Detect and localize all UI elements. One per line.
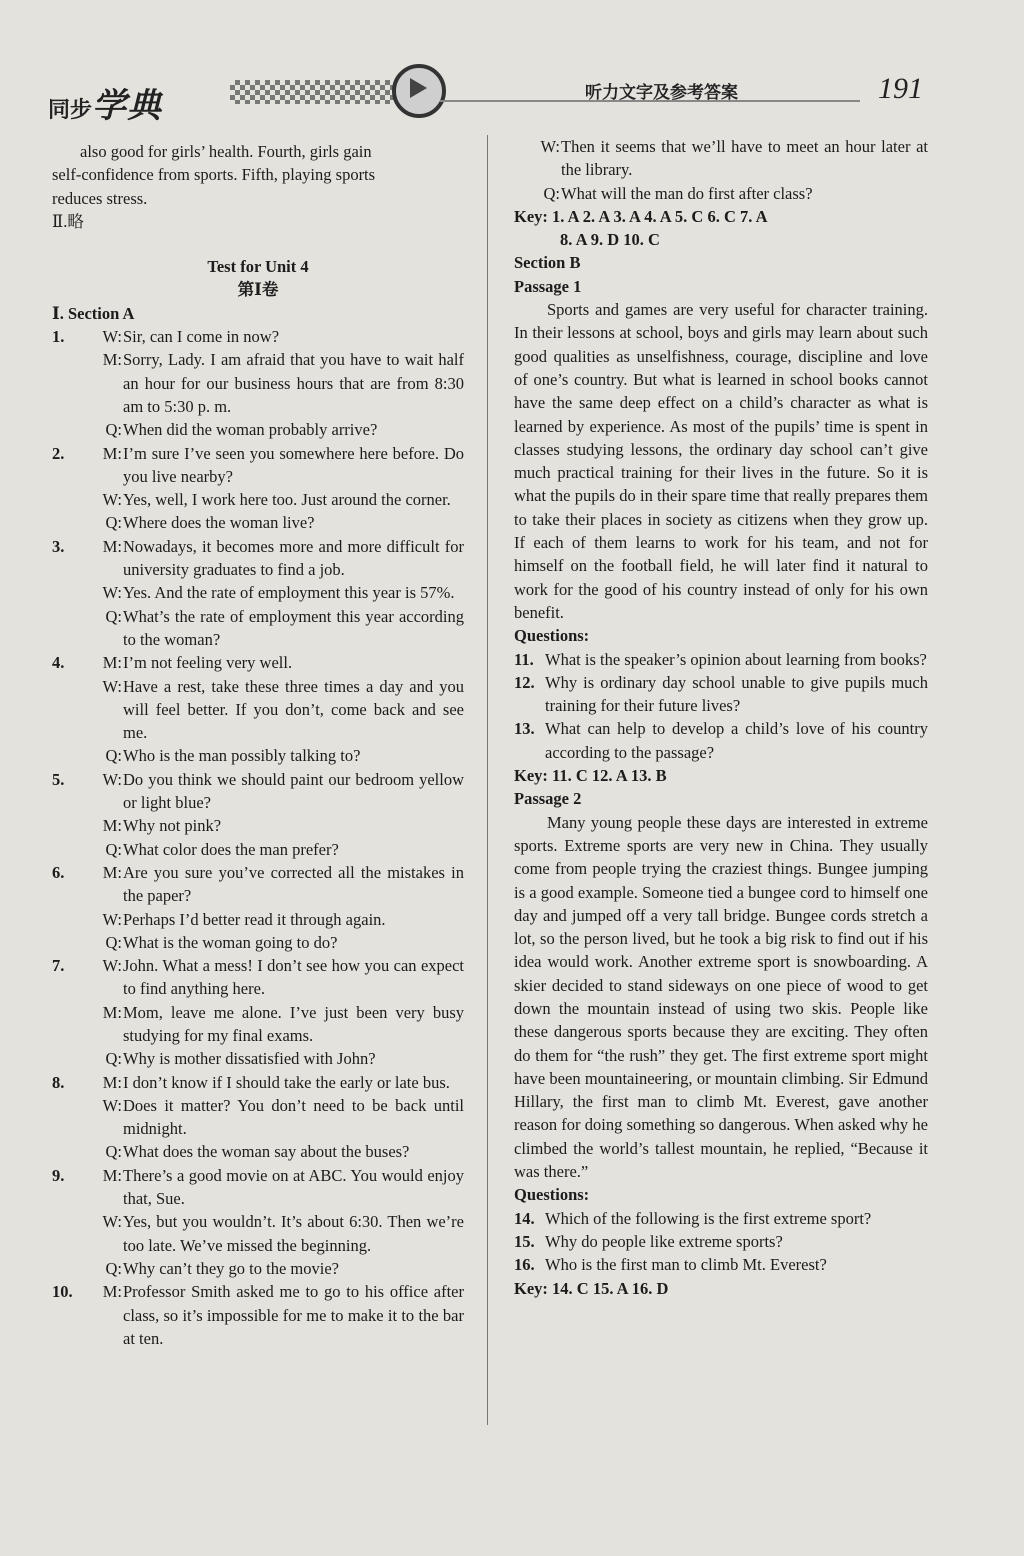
speaker-label: Q: <box>105 839 122 859</box>
turn-text: Where does the woman live? <box>123 513 315 533</box>
item-turns <box>76 1280 464 1350</box>
turn-text: Does it matter? You don’t need to be back until midnight. <box>123 1095 464 1139</box>
dialogue-item <box>52 651 464 767</box>
question-text: Why do people like extreme sports? <box>545 1231 783 1251</box>
passage-1-title: Passage 1 <box>514 276 582 296</box>
questions-list-2 <box>514 1207 928 1277</box>
item-turns <box>76 442 464 535</box>
speaker-label: M: <box>102 350 122 370</box>
question-text: Who is the first man to climb Mt. Everest? <box>545 1255 827 1275</box>
item-number: 2. <box>52 443 65 463</box>
dialogue-turn <box>76 605 464 652</box>
turn-text: Sorry, Lady. I am afraid that you have to wait half an hour for our business hours that are from 8:30 am to 5:30 p. m. <box>123 350 464 416</box>
turn-text: What’s the rate of employment this year according to the woman? <box>123 606 464 649</box>
dialogue-turn <box>514 182 928 205</box>
intro-line: self-confidence from sports. Fifth, playing sports <box>52 165 376 185</box>
speaker-label: W: <box>102 769 122 789</box>
item-turns <box>76 535 464 651</box>
question-item <box>514 717 928 764</box>
dialogue-turn <box>76 325 464 348</box>
dialogue-item <box>52 861 464 954</box>
speaker-label: W: <box>102 1095 122 1115</box>
question-number: 14. <box>514 1208 535 1228</box>
dialogue-turn <box>76 675 464 745</box>
question-number: 13. <box>514 719 535 739</box>
dialogue-turn <box>76 418 464 441</box>
turn-text: Yes. And the rate of employment this year is 57%. <box>123 583 455 603</box>
turn-text: What does the woman say about the buses? <box>123 1142 410 1162</box>
speaker-label: W: <box>102 1212 122 1232</box>
turn-text: Sir, can I come in now? <box>123 327 280 347</box>
dialogue-turn <box>76 1001 464 1048</box>
turn-text: I’m not feeling very well. <box>123 653 293 673</box>
key-answers-1: 1. A 2. A 3. A 4. A 5. C 6. C 7. A <box>552 206 768 226</box>
speaker-label: W: <box>102 676 122 696</box>
column-divider <box>487 135 488 1425</box>
dialogue-turn <box>76 768 464 815</box>
questions-label-2: Questions: <box>514 1185 590 1205</box>
speaker-label: M: <box>102 1282 122 1302</box>
dialogue-continuation <box>514 135 928 205</box>
item-number: 9. <box>52 1165 65 1185</box>
question-number: 15. <box>514 1231 535 1251</box>
dialogue-turn <box>76 348 464 418</box>
key-label: Key: <box>514 1278 548 1298</box>
dialogue-turn <box>76 1257 464 1280</box>
item-number: 4. <box>52 653 65 673</box>
speaker-label: M: <box>102 1002 122 1022</box>
brand-big: 学典 <box>92 86 163 126</box>
checker-decoration <box>230 80 400 104</box>
dialogue-item <box>52 1164 464 1280</box>
speaker-label: Q: <box>105 1049 122 1069</box>
play-icon <box>392 64 446 118</box>
item-number: 6. <box>52 862 65 882</box>
item-turns <box>76 651 464 767</box>
speaker-label: M: <box>102 862 122 882</box>
turn-text: When did the woman probably arrive? <box>123 420 378 440</box>
passage-1-text: Sports and games are very useful for character training. In their lessons at school, boys and girls may learn about such good qualities as unselfishness, courage, discipline and love of one’s country. But what is learned in school books cannot have the same deep effect on a child’s character as what is learned by experience. As most of the pupils’ time is spent in classes studying lessons, the ordinary day school can’t give much practical training for their lives in the future. So it is what the pupils do in their spare time that really prepares them to take their places in society as citizens when they grow up. If each of them learns to work for his team, and not for himself on the football field, he will later find it natural to work for the good of his country instead of only for his own benefit. <box>514 300 928 622</box>
speaker-label: Q: <box>105 932 122 952</box>
key-line-1 <box>514 205 928 228</box>
item-turns <box>76 325 464 441</box>
key-answers-4: 14. C 15. A 16. D <box>552 1278 669 1298</box>
dialogue-turn <box>76 442 464 489</box>
dialogue-turn <box>76 908 464 931</box>
speaker-label: M: <box>102 1072 122 1092</box>
speaker-label: Q: <box>105 1142 122 1162</box>
turn-text: I don’t know if I should take the early or late bus. <box>123 1072 450 1092</box>
dialogue-turn <box>76 1047 464 1070</box>
dialogue-turn <box>76 1071 464 1094</box>
turn-text: There’s a good movie on at ABC. You would enjoy that, Sue. <box>123 1165 464 1209</box>
intro-paragraph <box>52 140 464 210</box>
questions-label-1: Questions: <box>514 626 590 646</box>
test-title: Test for Unit 4 <box>207 257 309 277</box>
dialogue-turn <box>76 744 464 767</box>
turn-text: Mom, leave me alone. I’ve just been very busy studying for my final exams. <box>123 1002 464 1045</box>
turn-text: Who is the man possibly talking to? <box>123 746 361 766</box>
speaker-label: W: <box>102 327 122 347</box>
key-label: Key: <box>514 206 548 226</box>
question-item <box>514 671 928 718</box>
turn-text: Why is mother dissatisfied with John? <box>123 1049 376 1069</box>
speaker-label: W: <box>102 490 122 510</box>
item-turns <box>76 954 464 1070</box>
section-b-heading: Section B <box>514 253 581 273</box>
item-number: 10. <box>52 1282 73 1302</box>
speaker-label: W: <box>102 909 122 929</box>
dialogue-turn <box>76 488 464 511</box>
question-number: 11. <box>514 649 534 669</box>
turn-text: Perhaps I’d better read it through again. <box>123 909 386 929</box>
speaker-label: Q: <box>105 746 122 766</box>
dialogue-turn <box>76 1280 464 1350</box>
dialogue-item <box>52 442 464 535</box>
turn-text: Nowadays, it becomes more and more difficult for university graduates to find a job. <box>123 536 464 580</box>
passage-2-title: Passage 2 <box>514 789 582 809</box>
dialogue-item <box>52 325 464 441</box>
item-turns <box>76 861 464 954</box>
item-number: 3. <box>52 536 65 556</box>
question-text: Why is ordinary day school unable to give pupils much training for their future lives? <box>545 672 928 716</box>
dialogue-turn <box>76 511 464 534</box>
header-title: 听力文字及参考答案 <box>585 83 738 103</box>
speaker-label: Q: <box>105 1258 122 1278</box>
turn-text: What color does the man prefer? <box>123 839 339 859</box>
question-item <box>514 1207 928 1230</box>
dialogue-turn <box>76 1164 464 1211</box>
key-label: Key: <box>514 766 548 786</box>
turn-text: Why can’t they go to the movie? <box>123 1258 339 1278</box>
dialogue-item <box>52 535 464 651</box>
speaker-label: M: <box>102 816 122 836</box>
page-header <box>40 62 930 126</box>
turn-text: What is the woman going to do? <box>123 932 338 952</box>
left-column <box>52 140 464 1350</box>
speaker-label: Q: <box>105 606 122 626</box>
brand-small: 同步 <box>48 98 93 123</box>
speaker-label: W: <box>102 583 122 603</box>
dialogue-turn <box>514 135 928 182</box>
speaker-label: M: <box>102 443 122 463</box>
dialogue-item <box>52 954 464 1070</box>
question-item <box>514 648 928 671</box>
dialogue-turn <box>76 1210 464 1257</box>
turn-text: Professor Smith asked me to go to his office after class, so it’s impossible for me to make it to the bar at ten. <box>123 1282 464 1348</box>
question-item <box>514 1253 928 1276</box>
speaker-label: Q: <box>543 183 560 203</box>
right-column <box>514 135 928 1300</box>
key-answers-3: 11. C 12. A 13. B <box>552 766 667 786</box>
dialogue-turn <box>76 651 464 674</box>
speaker-label: M: <box>102 1165 122 1185</box>
dialogue-turn <box>76 535 464 582</box>
questions-list-1 <box>514 648 928 764</box>
turn-text: Do you think we should paint our bedroom yellow or light blue? <box>123 769 464 813</box>
section-a-heading: Ⅰ. Section A <box>52 303 135 323</box>
key-line-3 <box>514 1277 928 1300</box>
key-line-2 <box>514 764 928 787</box>
dialogue-item <box>52 1071 464 1164</box>
item-number: 5. <box>52 769 65 789</box>
question-item <box>514 1230 928 1253</box>
turn-text: Then it seems that we’ll have to meet an hour later at the library. <box>561 137 928 180</box>
dialogue-turn <box>76 861 464 908</box>
dialogue-turn <box>76 931 464 954</box>
dialogue-turn <box>76 814 464 837</box>
dialogue-turn <box>76 1140 464 1163</box>
dialogue-turn <box>76 581 464 604</box>
speaker-label: Q: <box>105 420 122 440</box>
key-answers-2: 8. A 9. D 10. C <box>560 230 660 250</box>
volume-label: 第Ⅰ卷 <box>237 280 279 300</box>
turn-text: Have a rest, take these three times a day and you will feel better. If you don’t, come back and see me. <box>123 676 464 743</box>
passage-2-text: Many young people these days are interested in extreme sports. Extreme sports are very new in China. They usually come from people trying the craziest things. Bungee jumping is a good example. Someone tied a bungee cord to himself one day and jumped off a very tall bridge. Bungee cords stretch a lot, so the person lived, but he took a big risk to find out if his idea would work. Another extreme sport is snowboarding. A skier decided to stand sideways on one piece of wood to get down the mountain instead of using two skis. People like these dangerous sports because they are exciting. They often do them for “the rush” they get. The first extreme sport might have been mountaineering, or mountain climbing. Sir Edmund Hillary, the first man to climb Mt. Everest, gave another reason for doing something so dangerous. When asked why he climbed the world’s tallest mountain, he replied, “Because it was there.” <box>514 812 928 1182</box>
item-number: 1. <box>52 327 65 347</box>
question-text: What can help to develop a child’s love of his country according to the passage? <box>545 719 928 762</box>
intro-line: reduces stress. <box>52 188 148 208</box>
dialogue-item <box>52 768 464 861</box>
speaker-label: M: <box>102 536 122 556</box>
dialogue-list <box>52 325 464 1350</box>
question-text: Which of the following is the first extreme sport? <box>545 1208 872 1228</box>
turn-text: I’m sure I’ve seen you somewhere here before. Do you live nearby? <box>123 443 464 486</box>
dialogue-item <box>52 1280 464 1350</box>
note-line: Ⅱ.略 <box>52 211 84 231</box>
speaker-label: Q: <box>105 513 122 533</box>
dialogue-turn <box>76 1094 464 1141</box>
item-turns <box>76 768 464 861</box>
question-number: 12. <box>514 672 535 692</box>
item-turns <box>76 1164 464 1280</box>
question-text: What is the speaker’s opinion about learning from books? <box>545 649 927 669</box>
speaker-label: M: <box>102 653 122 673</box>
speaker-label: W: <box>102 956 122 976</box>
intro-line: also good for girls’ health. Fourth, girls gain <box>80 142 372 161</box>
item-number: 8. <box>52 1072 65 1092</box>
page-number: 191 <box>878 72 923 105</box>
turn-text: Yes, but you wouldn’t. It’s about 6:30. Then we’re too late. We’ve missed the beginning. <box>123 1212 464 1255</box>
question-number: 16. <box>514 1255 535 1275</box>
dialogue-turn <box>76 954 464 1001</box>
turn-text: What will the man do first after class? <box>561 183 813 203</box>
item-number: 7. <box>52 956 65 976</box>
brand-logo <box>48 78 162 127</box>
turn-text: Yes, well, I work here too. Just around the corner. <box>123 490 451 510</box>
turn-text: Why not pink? <box>123 816 222 836</box>
dialogue-turn <box>76 838 464 861</box>
item-turns <box>76 1071 464 1164</box>
turn-text: John. What a mess! I don’t see how you can expect to find anything here. <box>123 956 464 999</box>
turn-text: Are you sure you’ve corrected all the mistakes in the paper? <box>123 862 464 906</box>
speaker-label: W: <box>540 137 560 156</box>
